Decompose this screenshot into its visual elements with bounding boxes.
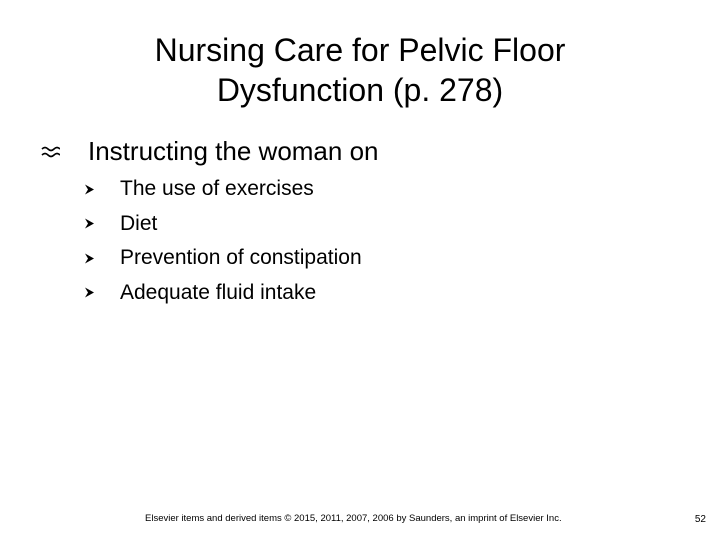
main-bullet [40, 134, 379, 168]
page-number: 52 [694, 514, 706, 525]
sub-bullet-item [84, 207, 362, 242]
sub-bullet-list [84, 172, 362, 310]
arrowhead-icon [84, 287, 95, 298]
slide-title-line-1: Nursing Care for Pelvic Floor [154, 32, 566, 68]
main-bullet-text: Instructing the woman on [88, 136, 379, 166]
arrowhead-icon [84, 218, 95, 229]
arrowhead-icon [84, 253, 95, 264]
wavy-lines-icon [40, 142, 60, 162]
slide-title-line-2: Dysfunction (p. 278) [216, 72, 504, 108]
sub-bullet-item [84, 276, 362, 311]
slide-title [60, 30, 660, 110]
arrowhead-icon [84, 184, 95, 195]
sub-bullet-text: Adequate fluid intake [120, 280, 317, 304]
copyright-footer: Elsevier items and derived items © 2015, 2011, 2007, 2006 by Saunders, an imprint of Elsevier Inc. [145, 513, 562, 524]
sub-bullet-text: Prevention of constipation [120, 246, 362, 270]
sub-bullet-item [84, 172, 362, 207]
sub-bullet-item [84, 241, 362, 276]
sub-bullet-text: Diet [120, 211, 158, 235]
sub-bullet-text: The use of exercises [120, 177, 314, 201]
